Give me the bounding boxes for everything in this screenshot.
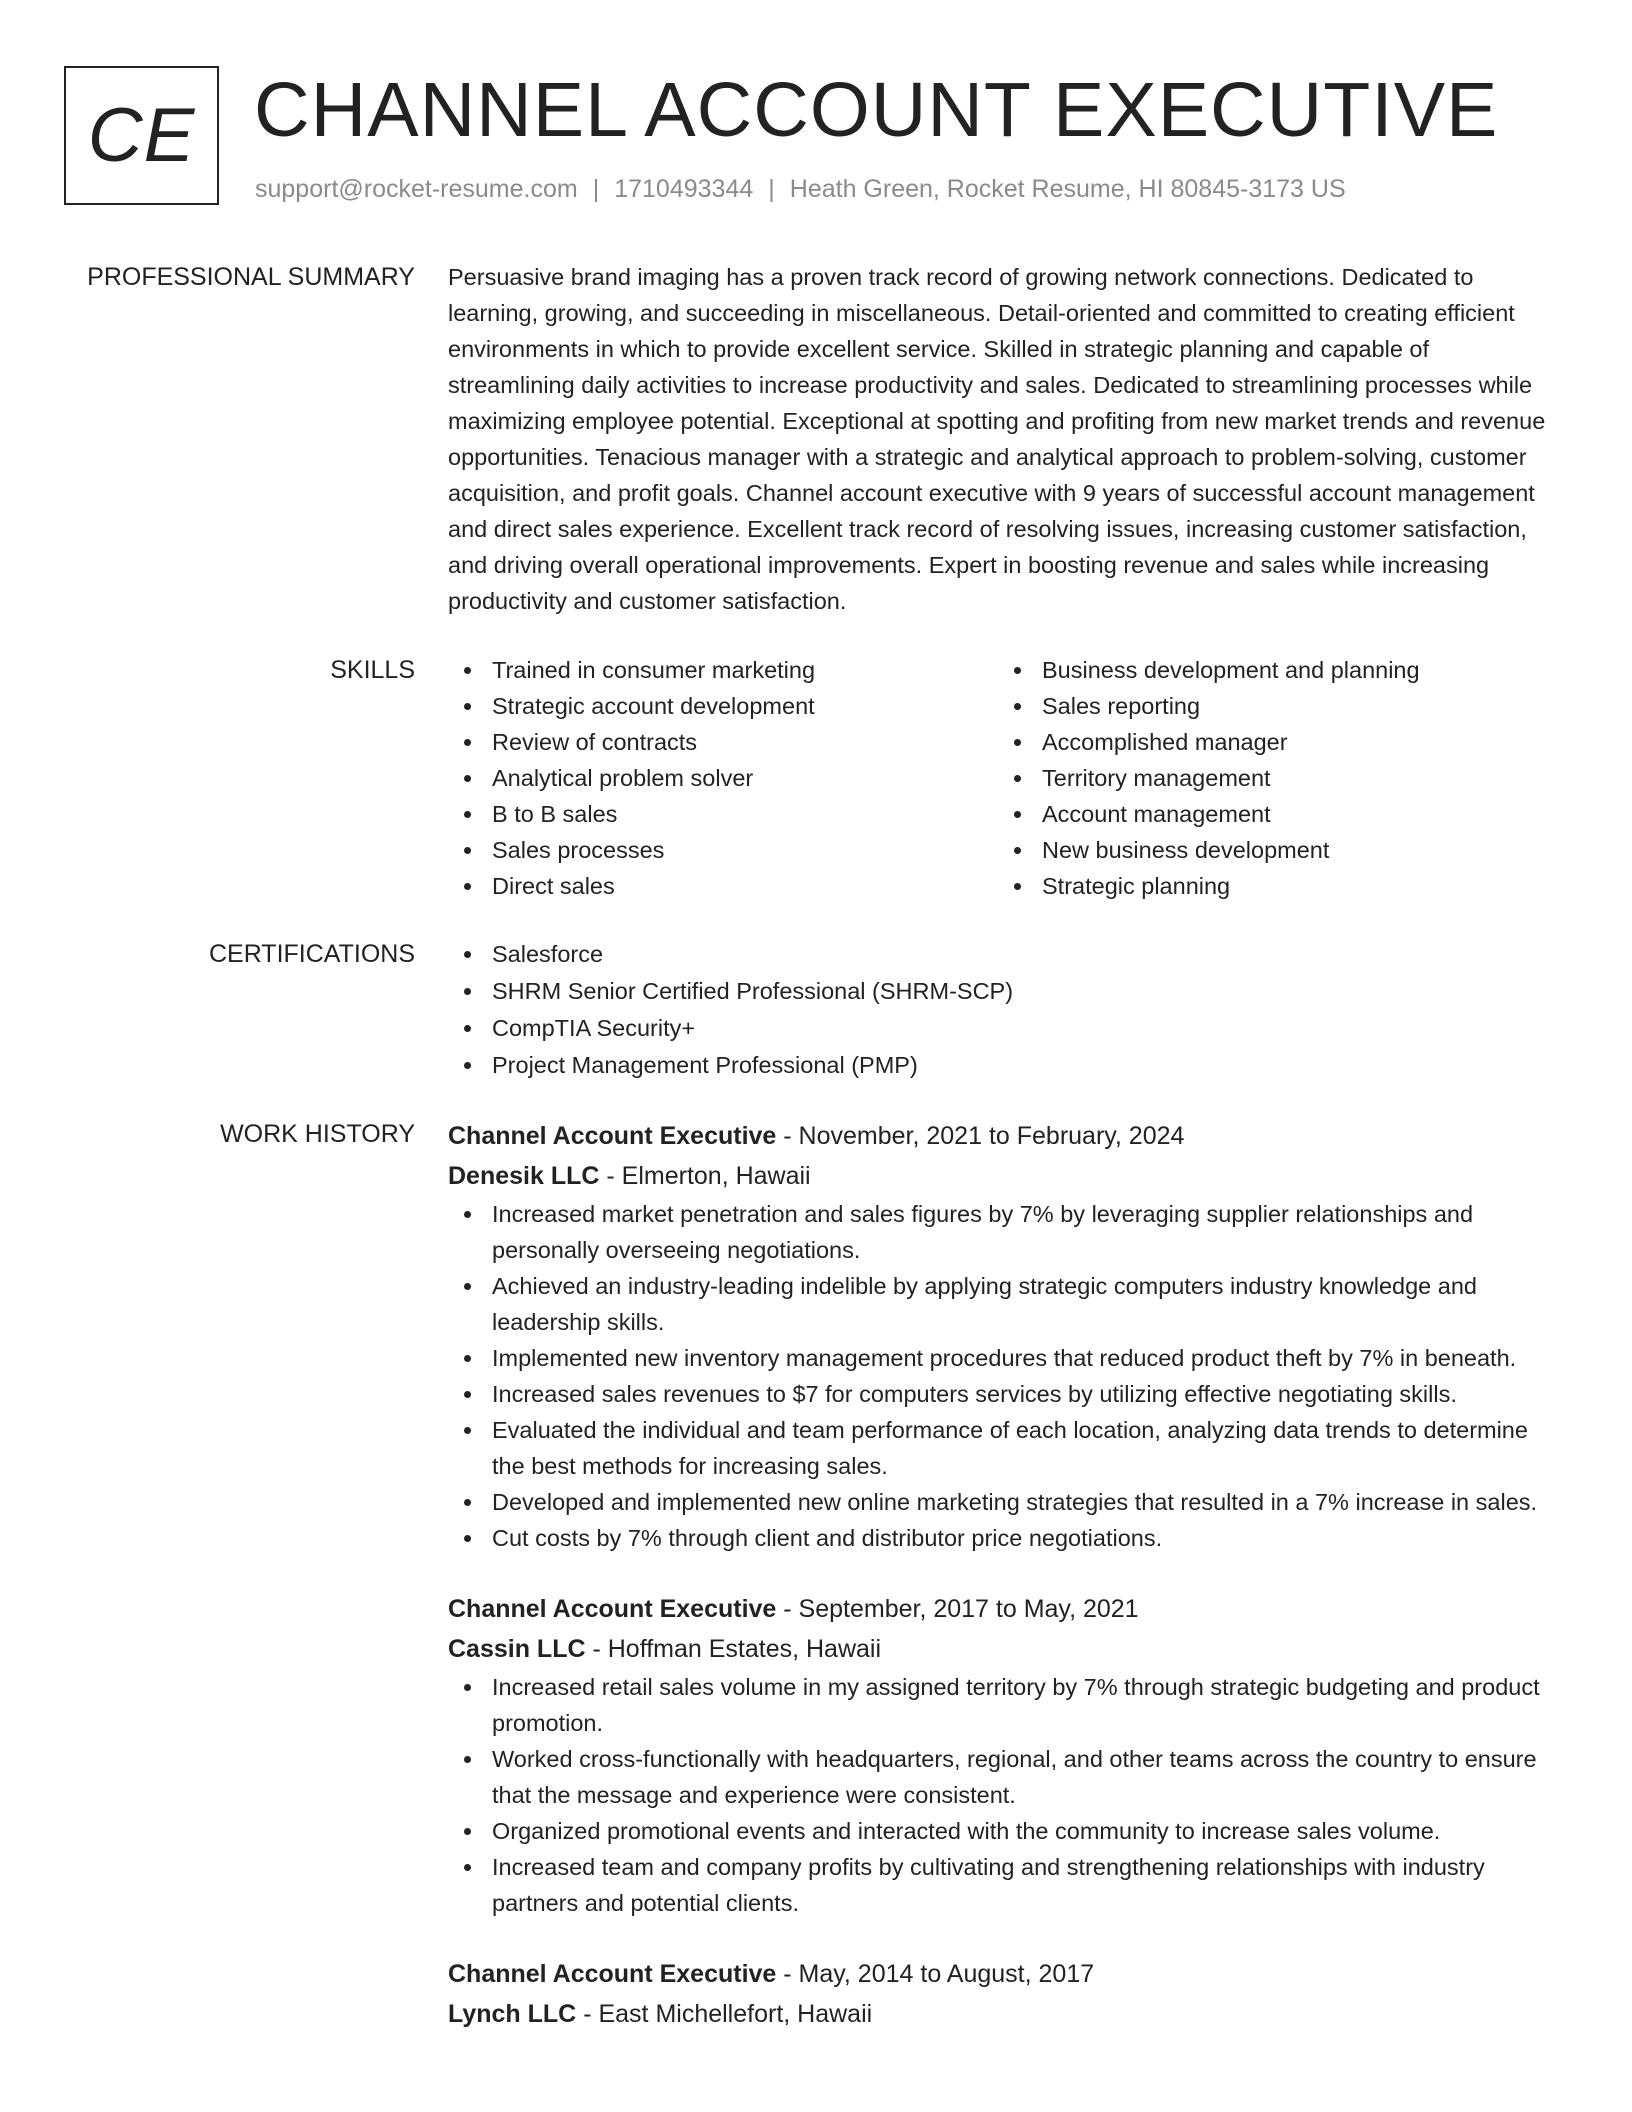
job-bullet: Increased market penetration and sales figures by 7% by leveraging supplier relationships and personally overseeing negotiations.: [448, 1196, 1558, 1268]
skill-item: Territory management: [998, 760, 1548, 796]
job-dates: May, 2014 to August, 2017: [798, 1960, 1095, 1988]
skills-column-left: [448, 652, 998, 904]
skill-item: Direct sales: [448, 868, 998, 904]
job-entry: [448, 1589, 1558, 1921]
skills-column-right: [998, 652, 1548, 904]
job-bullet: Evaluated the individual and team performance of each location, analyzing data trends to determine the best methods for increasing sales.: [448, 1412, 1558, 1484]
skills-body: [448, 652, 1558, 904]
job-location: Hoffman Estates, Hawaii: [607, 1635, 882, 1663]
job-company: Lynch LLC: [448, 2000, 577, 2028]
job-bullet: Increased team and company profits by cultivating and strengthening relationships with industry partners and potential clients.: [448, 1849, 1558, 1921]
job-company: Cassin LLC: [448, 1635, 586, 1663]
job-dash: -: [599, 1162, 622, 1190]
skill-item: Sales processes: [448, 832, 998, 868]
job-bullet: Increased sales revenues to $7 for computers services by utilizing effective negotiating skills.: [448, 1376, 1558, 1412]
job-company-line: [448, 1156, 1558, 1196]
job-bullet: Cut costs by 7% through client and distributor price negotiations.: [448, 1520, 1558, 1556]
job-bullet: Implemented new inventory management procedures that reduced product theft by 7% in beneath.: [448, 1340, 1558, 1376]
skills-heading: SKILLS: [330, 656, 415, 684]
contact-email[interactable]: support@rocket-resume.com: [255, 175, 578, 203]
job-entry: [448, 1116, 1558, 1556]
job-title: Channel Account Executive: [448, 1595, 777, 1623]
certification-item: SHRM Senior Certified Professional (SHRM-SCP): [448, 973, 1558, 1010]
skill-item: Review of contracts: [448, 724, 998, 760]
contact-separator: |: [592, 175, 600, 203]
certification-item: CompTIA Security+: [448, 1010, 1558, 1047]
job-dash: -: [776, 1960, 799, 1988]
job-bullet: Achieved an industry-leading indelible by applying strategic computers industry knowledge and leadership skills.: [448, 1268, 1558, 1340]
skill-item: Sales reporting: [998, 688, 1548, 724]
job-dash: -: [585, 1635, 608, 1663]
job-title-line: [448, 1954, 1558, 1994]
skill-item: Strategic account development: [448, 688, 998, 724]
certification-item: Salesforce: [448, 936, 1558, 973]
certifications-list: [448, 936, 1558, 1084]
monogram-logo: CE: [64, 66, 219, 205]
work-history-body: [448, 1116, 1558, 2067]
skill-item: B to B sales: [448, 796, 998, 832]
job-dash: -: [576, 2000, 599, 2028]
skill-item: New business development: [998, 832, 1548, 868]
summary-body: [448, 259, 1558, 619]
job-title: Channel Account Executive: [448, 1960, 777, 1988]
job-location: East Michellefort, Hawaii: [598, 2000, 873, 2028]
skill-item: Analytical problem solver: [448, 760, 998, 796]
skill-item: Business development and planning: [998, 652, 1548, 688]
job-title-line: [448, 1116, 1558, 1156]
skill-item: Trained in consumer marketing: [448, 652, 998, 688]
summary-heading: PROFESSIONAL SUMMARY: [87, 263, 415, 291]
skill-item: Strategic planning: [998, 868, 1548, 904]
summary-text: Persuasive brand imaging has a proven track record of growing network connections. Dedicated to learning, growing, and succeeding in miscellaneous. Detail-oriented and committed to creating efficient environments in which to provide excellent service. Skilled in strategic planning and capable of streamlining daily activities to increase productivity and sales. Dedicated to streamlining processes while maximizing employee potential. Exceptional at spotting and profiting from new market trends and revenue opportunities. Tenacious manager with a strategic and analytical approach to problem-solving, customer acquisition, and profit goals. Channel account executive with 9 years of successful account management and direct sales experience. Excellent track record of resolving issues, increasing customer satisfaction, and driving overall operational improvements. Expert in boosting revenue and sales while increasing productivity and customer satisfaction.: [448, 264, 1546, 614]
job-company-line: [448, 1629, 1558, 1669]
job-bullet: Worked cross-functionally with headquarters, regional, and other teams across the country to ensure that the message and experience were consistent.: [448, 1741, 1558, 1813]
certification-item: Project Management Professional (PMP): [448, 1047, 1558, 1084]
job-company-line: [448, 1994, 1558, 2034]
job-title-line: [448, 1589, 1558, 1629]
resume-header: [64, 64, 1584, 214]
skills-list-right: [998, 652, 1548, 904]
page-title: CHANNEL ACCOUNT EXECUTIVE: [254, 67, 1499, 153]
certifications-heading: CERTIFICATIONS: [208, 940, 415, 968]
job-location: Elmerton, Hawaii: [621, 1162, 811, 1190]
job-bullet: Developed and implemented new online marketing strategies that resulted in a 7% increase in sales.: [448, 1484, 1558, 1520]
skill-item: Accomplished manager: [998, 724, 1548, 760]
contact-line: [255, 173, 1346, 206]
job-dates: September, 2017 to May, 2021: [798, 1595, 1139, 1623]
job-title: Channel Account Executive: [448, 1122, 777, 1150]
job-dash: -: [776, 1595, 799, 1623]
job-bullet-list: [448, 1196, 1558, 1556]
skills-columns: [448, 652, 1558, 904]
certifications-body: [448, 936, 1558, 1084]
skill-item: Account management: [998, 796, 1548, 832]
job-bullet: Increased retail sales volume in my assigned territory by 7% through strategic budgeting and product promotion.: [448, 1669, 1558, 1741]
job-dates: November, 2021 to February, 2024: [798, 1122, 1185, 1150]
job-bullet-list: [448, 1669, 1558, 1921]
skills-list-left: [448, 652, 998, 904]
work-history-heading: WORK HISTORY: [220, 1120, 415, 1148]
contact-separator: |: [768, 175, 775, 203]
job-entry: [448, 1954, 1558, 2034]
contact-address: Heath Green, Rocket Resume, HI 80845-3173 US: [789, 175, 1346, 203]
contact-phone[interactable]: 1710493344: [614, 175, 754, 203]
job-company: Denesik LLC: [448, 1162, 600, 1190]
job-dash: -: [776, 1122, 799, 1150]
job-bullet: Organized promotional events and interacted with the community to increase sales volume.: [448, 1813, 1558, 1849]
